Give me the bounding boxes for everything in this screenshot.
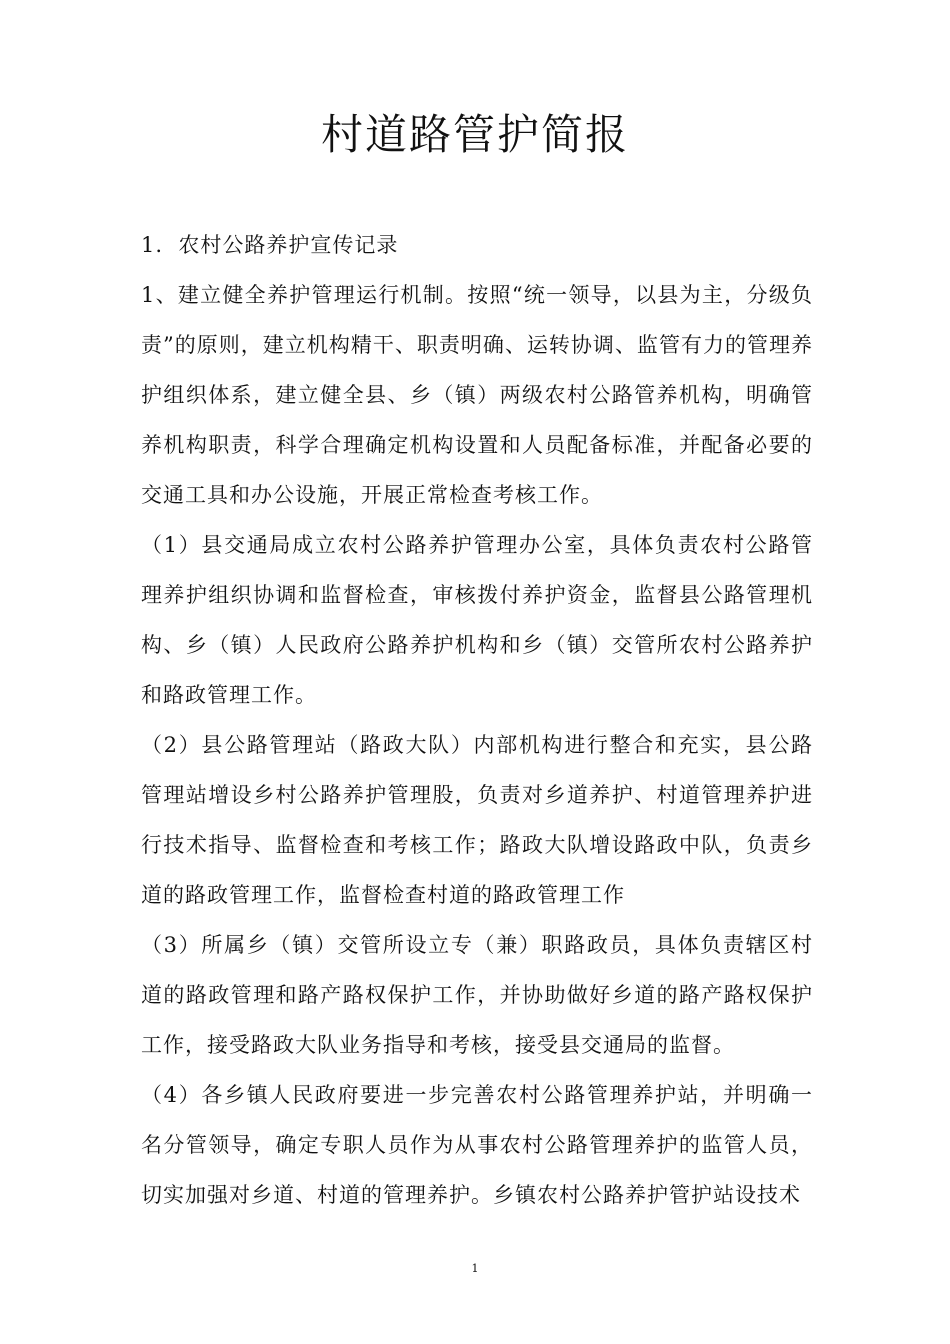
- paragraph-5: （4）各乡镇人民政府要进一步完善农村公路管理养护站，并明确一名分管领导，确定专职人员作为从事农村公路管理养护的监管人员，切实加强对乡道、村道的管理养护。乡镇农村公路养护管护站设技术: [141, 1083, 813, 1207]
- page-number: 1: [471, 1262, 479, 1275]
- paragraph-2: （1）县交通局成立农村公路养护管理办公室，具体负责农村公路管理养护组织协调和监督检查，审核拨付养护资金，监督县公路管理机构、乡（镇）人民政府公路养护机构和乡（镇）交管所农村公路养护和路政管理工作。: [141, 533, 813, 707]
- paragraph-3: （2）县公路管理站（路政大队）内部机构进行整合和充实，县公路管理站增设乡村公路养护管理股，负责对乡道养护、村道管理养护进行技术指导、监督检查和考核工作；路政大队增设路政中队，负责乡道的路政管理工作，监督检查村道的路政管理工作: [141, 733, 813, 907]
- paragraph-4: （3）所属乡（镇）交管所设立专（兼）职路政员，具体负责辖区村道的路政管理和路产路权保护工作，并协助做好乡道的路产路权保护工作，接受路政大队业务指导和考核，接受县交通局的监督。: [141, 933, 813, 1057]
- paragraph-1: 1、建立健全养护管理运行机制。按照“统一领导，以县为主，分级负责”的原则，建立机构精干、职责明确、运转协调、监管有力的管理养护组织体系，建立健全县、乡（镇）两级农村公路管养机构，明确管养机构职责，科学合理确定机构设置和人员配备标准，并配备必要的交通工具和办公设施，开展正常检查考核工作。: [141, 283, 813, 507]
- document-title: 村道路管护简报: [320, 110, 629, 159]
- section-heading: 1. 农村公路养护宣传记录: [141, 233, 399, 257]
- document-body: [141, 220, 813, 1220]
